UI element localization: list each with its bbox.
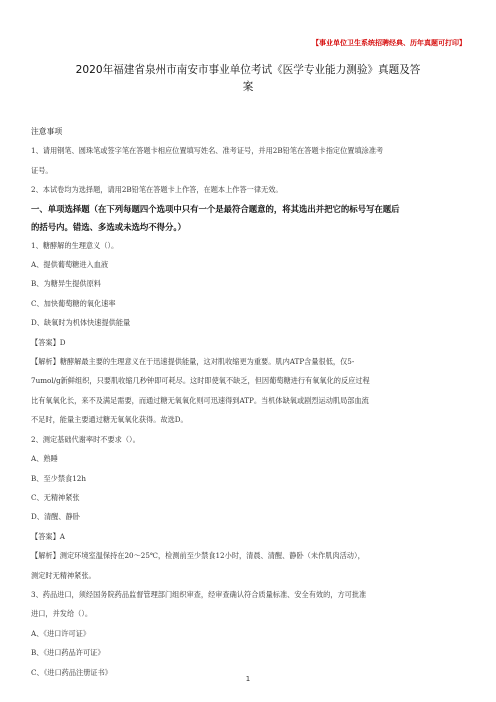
notice-item-1b: 证号。 bbox=[31, 165, 53, 175]
header-note: 【事业单位卫生系统招聘经典、历年真题可打印】 bbox=[312, 39, 466, 47]
question-2-answer: 【答案】A bbox=[31, 531, 65, 541]
title-line-1: 2020年福建省泉州市南安市事业单位考试《医学专业能力测验》真题及答 bbox=[75, 64, 421, 76]
question-2-option-b: B、至少禁食12h bbox=[31, 473, 86, 483]
question-2-option-a: A、熟睡 bbox=[31, 454, 58, 464]
notice-item-2: 2、本试卷均为选择题，请用2B铅笔在答题卡上作答，在题本上作答一律无效。 bbox=[31, 185, 283, 195]
question-3-option-b: B、《进口药品许可证》 bbox=[31, 648, 105, 658]
title-line-2: 案 bbox=[242, 81, 254, 93]
question-1-option-c: C、加快葡萄糖的氧化速率 bbox=[31, 298, 116, 308]
question-1-option-b: B、为糖异生提供原料 bbox=[31, 279, 101, 289]
page-number: 1 bbox=[245, 675, 251, 683]
section-heading-line-2: 的括号内。错选、多选或未选均不得分。） bbox=[31, 221, 186, 232]
document-body bbox=[31, 122, 471, 682]
question-1: 1、糖酵解的生理意义（）。 bbox=[31, 240, 119, 250]
question-1-explanation-4: 不足时，能量主要通过糖无氧氧化获得。故选D。 bbox=[31, 415, 188, 425]
notice-heading: 注意事项 bbox=[31, 127, 63, 136]
question-1-option-d: D、缺氧时为机体快速提供能量 bbox=[31, 318, 131, 328]
question-1-explanation-2: 7umol/g新鲜组织，只要肌收缩几秒钟即可耗尽。这时即使氧不缺乏，但因葡萄糖进行有氧氧化的反应过程 bbox=[31, 376, 370, 386]
question-1-explanation-3: 比有氧氧化长，来不及满足需要，而通过糖无氧氧化则可迅速得到ATP。当机体缺氧或剧烈运动肌局部血流 bbox=[31, 395, 369, 405]
document-title bbox=[28, 62, 468, 96]
question-2-explanation-2: 测定时无精神紧张。 bbox=[31, 570, 96, 580]
question-2: 2、测定基础代谢率时不要求（）。 bbox=[31, 434, 140, 444]
question-2-explanation-1: 【解析】测定环境室温保持在20～25℃，检测前至少禁食12小时，清晨、清醒、静卧（未作肌肉活动）， bbox=[31, 551, 365, 561]
notice-item-1a: 1、请用钢笔、圆珠笔或签字笔在答题卡相应位置填写姓名、准考证号，并用2B铅笔在答题卡指定位置填涂准考 bbox=[31, 146, 384, 156]
question-2-option-d: D、清醒、静卧 bbox=[31, 512, 80, 522]
question-3-line-1: 3、药品进口，须经国务院药品监督管理部门组织审查，经审查确认符合质量标准、安全有效的，方可批准 bbox=[31, 589, 367, 599]
question-1-explanation-1: 【解析】糖酵解最主要的生理意义在于迅速提供能量，这对肌收缩更为重要。肌内ATP含量很低，仅5- bbox=[31, 357, 355, 367]
question-3-line-2: 进口，并发给（）。 bbox=[31, 609, 93, 619]
question-2-option-c: C、无精神紧张 bbox=[31, 492, 80, 502]
section-heading-line-1: 一、单项选择题（在下列每题四个选项中只有一个是最符合题意的，将其选出并把它的标号写在题后 bbox=[31, 203, 400, 214]
question-1-option-a: A、提供葡萄糖进入血液 bbox=[31, 260, 109, 270]
question-1-answer: 【答案】D bbox=[31, 337, 66, 347]
question-3-option-c: C、《进口药品注册证书》 bbox=[31, 667, 112, 677]
question-3-option-a: A、《进口许可证》 bbox=[31, 628, 91, 638]
